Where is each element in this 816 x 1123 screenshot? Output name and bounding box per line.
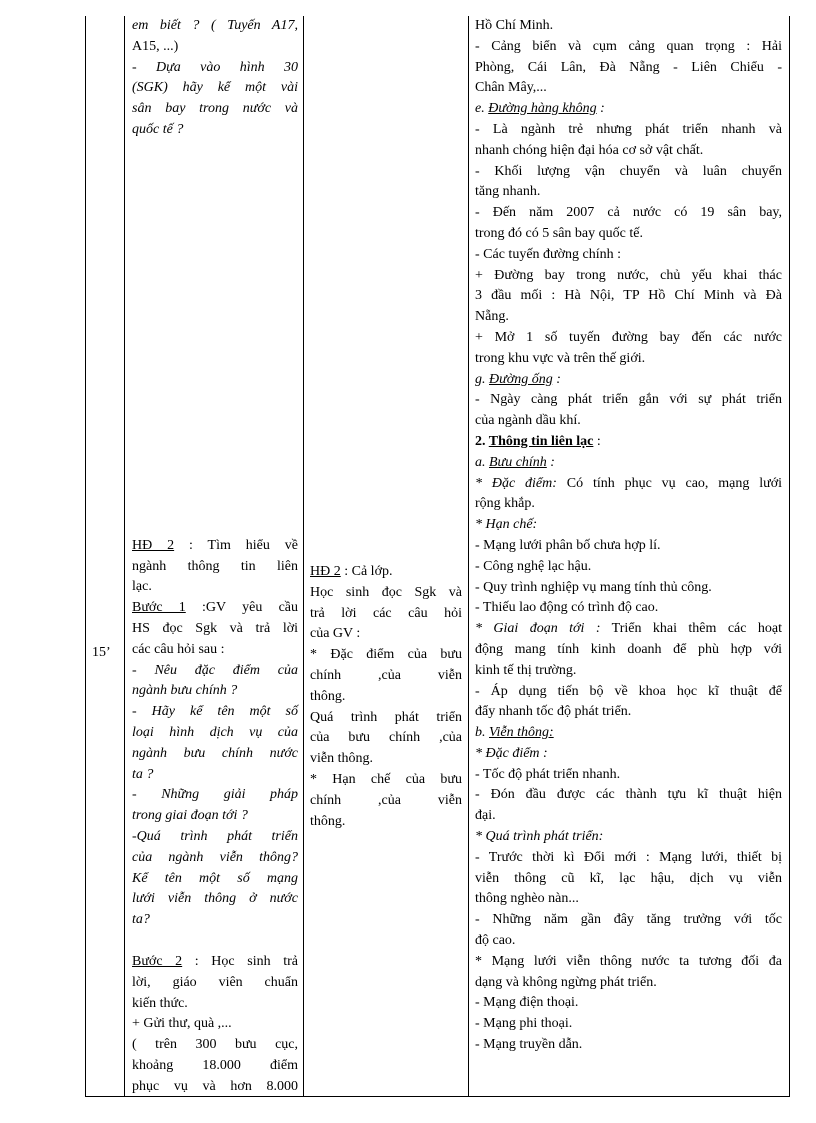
heading-title: Đường ống bbox=[489, 371, 553, 387]
heading-title: Đường hàng không bbox=[488, 101, 597, 117]
question-line: của ngành viễn thông? bbox=[132, 849, 298, 865]
text-line: 3 đầu mối : Hà Nội, TP Hồ Chí Minh và Đà bbox=[475, 288, 782, 304]
text-line: + Đường bay trong nước, chủ yếu khai thác bbox=[475, 267, 782, 283]
text-line: chính ,của viễn bbox=[310, 667, 462, 683]
label-run: * Giai đoạn tới : bbox=[475, 621, 601, 637]
heading-number: 2. bbox=[475, 433, 489, 449]
table-divider-teacher bbox=[303, 16, 304, 1096]
text-line: của GV : bbox=[310, 626, 361, 642]
question-line: -Quá trình phát triển bbox=[132, 828, 298, 844]
text-run: : bbox=[596, 101, 605, 117]
text-run: e. bbox=[475, 101, 489, 117]
text-run: Có tính phục vụ cao, mạng lưới bbox=[556, 475, 782, 491]
text-line: lời, giáo viên chuẩn bbox=[132, 974, 298, 990]
text-line: - Những năm gần đây tăng trưởng với tốc bbox=[475, 912, 782, 928]
question-line: Kể tên một số mạng bbox=[132, 870, 298, 886]
text-line: độ cao. bbox=[475, 933, 516, 949]
text-line: tăng nhanh. bbox=[475, 184, 541, 200]
text-run: Triển khai thêm các hoạt bbox=[600, 621, 782, 637]
text-line: Hồ Chí Minh. bbox=[475, 18, 554, 33]
question-line: loại hình dịch vụ của bbox=[132, 724, 298, 740]
text-line: Phòng, Cái Lân, Đà Nẵng - Liên Chiểu - bbox=[475, 59, 782, 75]
question-line: - Hãy kể tên một số bbox=[132, 704, 298, 720]
text-line: - Các tuyến đường chính : bbox=[475, 246, 622, 262]
heading-title: Thông tin liên lạc bbox=[488, 433, 594, 449]
text-line: - Ngày càng phát triển gắn với sự phát triển bbox=[475, 392, 782, 408]
step-heading bbox=[132, 952, 298, 973]
text-line: - Công nghệ lạc hậu. bbox=[475, 558, 592, 574]
text-line: A15, ...) bbox=[132, 38, 179, 54]
text-line: viễn thông cũ kĩ, lạc hậu, dịch vụ viễn bbox=[475, 870, 782, 886]
text-line bbox=[475, 619, 782, 640]
text-line: (SGK) hãy kể một vài bbox=[132, 80, 298, 96]
section-heading-communications bbox=[475, 432, 782, 453]
text-line: khoảng 18.000 điểm bbox=[132, 1057, 298, 1073]
content-column bbox=[475, 16, 782, 1056]
text-line: - Đến năm 2007 cả nước có 19 sân bay, bbox=[475, 205, 782, 221]
question-line: ngành bưu chính ? bbox=[132, 683, 238, 699]
text-line bbox=[475, 474, 782, 495]
text-line: ngành thông tin liên bbox=[132, 558, 298, 574]
question-line: trong giai đoạn tới ? bbox=[132, 808, 248, 824]
text-line: sân bay trong nước và bbox=[132, 101, 298, 117]
activity-heading bbox=[310, 562, 462, 583]
step2-label: Bước 2 bbox=[132, 953, 183, 969]
section-heading-air bbox=[475, 99, 782, 120]
text-run: : Học sinh trả bbox=[182, 953, 298, 969]
heading-title: Bưu chính bbox=[489, 454, 547, 470]
text-line: Nẵng. bbox=[475, 309, 509, 325]
text-line: Học sinh đọc Sgk và bbox=[310, 584, 462, 600]
text-line: kiến thức. bbox=[132, 995, 188, 1011]
hd2-label: HĐ 2 bbox=[310, 564, 341, 579]
text-line: * Hạn chế của bưu bbox=[310, 771, 462, 787]
step-heading bbox=[132, 598, 298, 619]
table-divider-student bbox=[468, 16, 469, 1096]
text-run: : Cả lớp. bbox=[340, 564, 393, 579]
question-line: ta? bbox=[132, 912, 150, 928]
text-line: - Là ngành trẻ nhưng phát triển nhanh và bbox=[475, 121, 782, 137]
text-line: quốc tế ? bbox=[132, 121, 184, 137]
text-line: - Tốc độ phát triển nhanh. bbox=[475, 766, 621, 782]
text-line: phục vụ và hơn 8.000 bbox=[132, 1078, 298, 1094]
text-line: - Trước thời kì Đổi mới : Mạng lưới, thiết bị bbox=[475, 849, 782, 865]
text-line: nhanh chóng hiện đại hóa cơ sở vật chất. bbox=[475, 142, 704, 158]
question-line: - Nêu đặc điểm của bbox=[132, 662, 298, 678]
text-line: + Mở 1 số tuyến đường bay đến các nước bbox=[475, 329, 782, 345]
text-line: lạc. bbox=[132, 579, 152, 595]
text-run: : Tìm hiểu về bbox=[174, 537, 298, 553]
text-run: : bbox=[546, 454, 555, 470]
text-line: - Quy trình nghiệp vụ mang tính thủ công. bbox=[475, 579, 712, 595]
student-activity-column bbox=[310, 562, 462, 832]
text-run: b. bbox=[475, 725, 489, 741]
text-line: các câu hỏi sau : bbox=[132, 641, 225, 657]
time-cell: 15’ bbox=[92, 645, 111, 660]
table-border-right bbox=[789, 16, 790, 1096]
table-border-left bbox=[85, 16, 86, 1096]
step1-label: Bước 1 bbox=[132, 600, 186, 616]
heading-title: Viễn thông: bbox=[489, 725, 554, 741]
text-line: thông nghèo nàn... bbox=[475, 891, 579, 907]
label-run: * Đặc điểm: bbox=[475, 475, 557, 491]
text-line: rộng khắp. bbox=[475, 496, 535, 512]
text-line: động mang tính kinh doanh để phù hợp với bbox=[475, 641, 782, 657]
text-line: + Gửi thư, quà ,... bbox=[132, 1016, 232, 1032]
text-line: - Mạng lưới phân bố chưa hợp lí. bbox=[475, 537, 661, 553]
text-line: viễn thông. bbox=[310, 751, 373, 767]
text-run: g. bbox=[475, 371, 489, 387]
text-line: thông. bbox=[310, 813, 346, 829]
text-line: * Hạn chế: bbox=[475, 517, 538, 533]
text-line: Quá trình phát triển bbox=[310, 709, 462, 725]
text-line: - Thiếu lao động có trình độ cao. bbox=[475, 600, 659, 616]
section-heading-pipeline bbox=[475, 370, 782, 391]
section-heading-telecom bbox=[475, 723, 782, 744]
text-line: trong khu vực và trên thế giới. bbox=[475, 350, 646, 366]
text-line: đại. bbox=[475, 808, 496, 824]
text-line: em biết ? ( Tuyến A17, bbox=[132, 18, 298, 33]
question-line: lưới viễn thông ở nước bbox=[132, 891, 298, 907]
spacer bbox=[132, 931, 298, 952]
text-line: - Khối lượng vận chuyển và luân chuyển bbox=[475, 163, 782, 179]
text-line: của bưu chính ,của bbox=[310, 730, 462, 746]
text-run: a. bbox=[475, 454, 489, 470]
table-divider-time bbox=[124, 16, 125, 1096]
text-line: - Dựa vào hình 30 bbox=[132, 59, 298, 75]
text-line: * Mạng lưới viễn thông nước ta tương đối đa bbox=[475, 953, 782, 969]
text-line: HS đọc Sgk và trả lời bbox=[132, 620, 298, 636]
text-line: * Đặc điểm của bưu bbox=[310, 647, 462, 663]
text-line: chính ,của viễn bbox=[310, 792, 462, 808]
hd2-label: HĐ 2 bbox=[132, 537, 175, 553]
spacer bbox=[132, 141, 298, 536]
activity-heading bbox=[132, 536, 298, 557]
text-run: : bbox=[552, 371, 561, 387]
text-run: : bbox=[593, 433, 601, 449]
teacher-activity-column bbox=[132, 16, 298, 1098]
question-line: - Những giải pháp bbox=[132, 787, 298, 803]
text-line: đẩy nhanh tốc độ phát triển. bbox=[475, 704, 632, 720]
text-line: - Cảng biển và cụm cảng quan trọng : Hải bbox=[475, 38, 782, 54]
question-line: ngành bưu chính nước bbox=[132, 745, 298, 761]
text-line: thông. bbox=[310, 688, 346, 704]
text-line: trong đó có 5 sân bay quốc tế. bbox=[475, 225, 643, 241]
text-line: của ngành dầu khí. bbox=[475, 413, 581, 429]
text-line: - Mạng truyền dẫn. bbox=[475, 1037, 583, 1053]
text-line: dạng và không ngừng phát triển. bbox=[475, 974, 657, 990]
text-line: ( trên 300 bưu cục, bbox=[132, 1037, 298, 1053]
text-run: :GV yêu cầu bbox=[185, 600, 298, 616]
text-line: trả lời các câu hỏi bbox=[310, 605, 462, 621]
text-line: - Áp dụng tiến bộ về khoa học kĩ thuật để bbox=[475, 683, 782, 699]
section-heading-postal bbox=[475, 453, 782, 474]
text-line: Chân Mây,... bbox=[475, 80, 547, 96]
text-line: * Đặc điểm : bbox=[475, 745, 548, 761]
question-line: ta ? bbox=[132, 766, 154, 782]
text-line: kinh tế thị trường. bbox=[475, 662, 577, 678]
text-line: - Mạng phi thoại. bbox=[475, 1016, 573, 1032]
text-line: * Quá trình phát triển: bbox=[475, 829, 604, 845]
text-line: - Mạng điện thoại. bbox=[475, 995, 579, 1011]
text-line: - Đón đầu được các thành tựu kĩ thuật hiện bbox=[475, 787, 782, 803]
